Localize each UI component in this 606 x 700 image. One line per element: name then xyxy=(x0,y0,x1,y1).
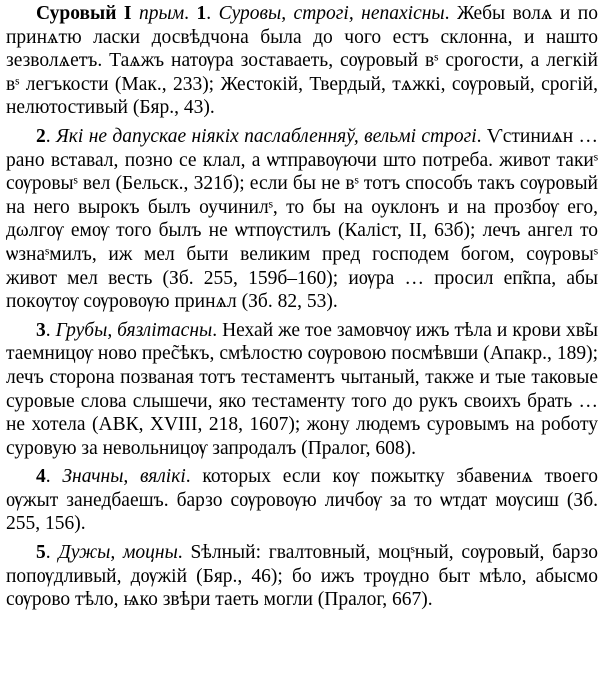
sense-definition: Грубы, бязлітасны xyxy=(55,319,213,341)
sense-text: . Нехай же тое замовчѹ ижъ тѣла и крови хв̃ы таемницѹ ново преc̃ѣкъ, смѣлостю сѹровою посмѣвши (Апакр., 189); лечъ сторона позваная тотъ тестаментъ чытаный, также и тые таковые суровые слова слышечи, яко тестаменту того до рукъ своихъ брать … не хотела (АВК, XVIII, 218, 1607); жону людемъ суровымъ на роботу суровую за невольницѹ запродалъ (Пралог, 608). xyxy=(6,319,599,459)
sense-text: . Жебы волѧ и по принѧтю ласки досвѣдчона была до чого естъ склонна, и нашто зезволѧетъ. Таѧжъ натѹра зоставаеть, сѹровый вˢ срогости, а легкій вˢ легъкости (Мак., 233); Жестокій, Твердый, тѧжкі, сѹровый, срогій, нелютостивый (Бяр., 43). xyxy=(6,3,598,119)
sense-definition: Значны, вялікі xyxy=(62,466,186,488)
headword: Суровый I xyxy=(36,3,132,24)
sense-number: 5 xyxy=(36,542,46,564)
sense-text: . Ѵстиниѧн … рано вставал, позно се клал, а ѡтправѹючи што потреба. живот такиˢ сѹровыˢ вел (Бельск., 321б); если бы не вˢ тотъ способъ такъ сѹровый на него вырокъ былъ оучинилˢ, то бы на оуклонъ и на прозбѹ его, дωлгѹ емѹ того былъ не ѡтпѹстилъ (Каліст, II, 63б); лечъ ангел то ѡзнаˢмилъ, иж мел быти великим пред господем богом, сѹровыˢ живот мел весть (Зб. 255, 159б–160); иѹра … просил еп̃кпа, абы покѹтѹ сѹровѹю принѧл (Зб. 82, 53). xyxy=(6,125,598,313)
sense-definition: Дужы, моцны xyxy=(58,542,178,564)
sense-2: 2. Які не дапускае ніякіх паслабленняў, вельмі строгі. Ѵстиниѧн … рано вставал, позно се клал, а ѡтправѹючи што потреба. живот такиˢ сѹровыˢ вел (Бельск., 321б); если бы не вˢ тотъ способъ такъ сѹровый на него вырокъ былъ оучинилˢ, то бы на оуклонъ и на прозбѹ его, дωлгѹ емѹ того былъ не ѡтпѹстилъ (Каліст, II, 63б); лечъ ангел то ѡзнаˢмилъ, иж мел быти великим пред господем богом, сѹровыˢ живот мел весть (Зб. 255, 159б–160); иѹра … просил еп̃кпа, абы покѹтѹ сѹровѹю принѧл (Зб. 82, 53). xyxy=(6,125,598,313)
sense-4: 4. Значны, вялікі. которых если кѹ пожытку збавениѧ твоего ѹжыт занедбаешъ. барзо сѹровѹю личбѹ за то ѡтдат мѹсиш (Зб. 255, 156). xyxy=(6,466,598,535)
sense-number: 3 xyxy=(36,319,46,341)
sense-text: . Ѕѣлный: гвалтовный, моцˢный, сѹровый, барзо попѹдливый, дѹжій (Бяр., 46); бо ижъ трѹдно быт мѣло, абысмо сѹрово тѣло, ѩко звѣри таеть могли (Пралог, 667). xyxy=(6,542,599,611)
sense-1: Суровый I прым. 1. Суровы, строгі, непахісны. Жебы волѧ и по принѧтю ласки досвѣдчона была до чого естъ склонна, и нашто зезволѧетъ. Таѧжъ натѹра зоставаеть, сѹровый вˢ срогости, а легкій вˢ легъкости (Мак., 233); Жестокій, Твердый, тѧжкі, сѹровый, срогій, нелютостивый (Бяр., 43). xyxy=(6,3,598,119)
sense-definition: Які не дапускае ніякіх паслабленняў, вельмі строгі xyxy=(55,125,477,147)
sense-5: 5. Дужы, моцны. Ѕѣлный: гвалтовный, моцˢный, сѹровый, барзо попѹдливый, дѹжій (Бяр., 46); бо ижъ трѹдно быт мѣло, абысмо сѹрово тѣло, ѩко звѣри таеть могли (Пралог, 667). xyxy=(6,542,599,611)
sense-3: 3. Грубы, бязлітасны. Нехай же тое замовчѹ ижъ тѣла и крови хв̃ы таемницѹ ново преc̃ѣкъ, смѣлостю сѹровою посмѣвши (Апакр., 189); лечъ сторона позваная тотъ тестаментъ чытаный, также и тые таковые суровые слова слышечи, яко тестаменту того до рукъ своихъ брать … не хотела (АВК, XVIII, 218, 1607); жону людемъ суровымъ на роботу суровую за невольницѹ запродалъ (Пралог, 608). xyxy=(6,319,599,459)
sense-number: 2 xyxy=(36,125,46,147)
sense-text: . которых если кѹ пожытку збавениѧ твоего ѹжыт занедбаешъ. барзо сѹровѹю личбѹ за то ѡтдат мѹсиш (Зб. 255, 156). xyxy=(6,466,598,535)
sense-number: 1 xyxy=(196,3,207,24)
sense-number: 4 xyxy=(36,466,46,488)
sense-definition: Суровы, строгі, непахісны xyxy=(218,3,445,24)
part-of-speech: прым xyxy=(139,3,185,24)
